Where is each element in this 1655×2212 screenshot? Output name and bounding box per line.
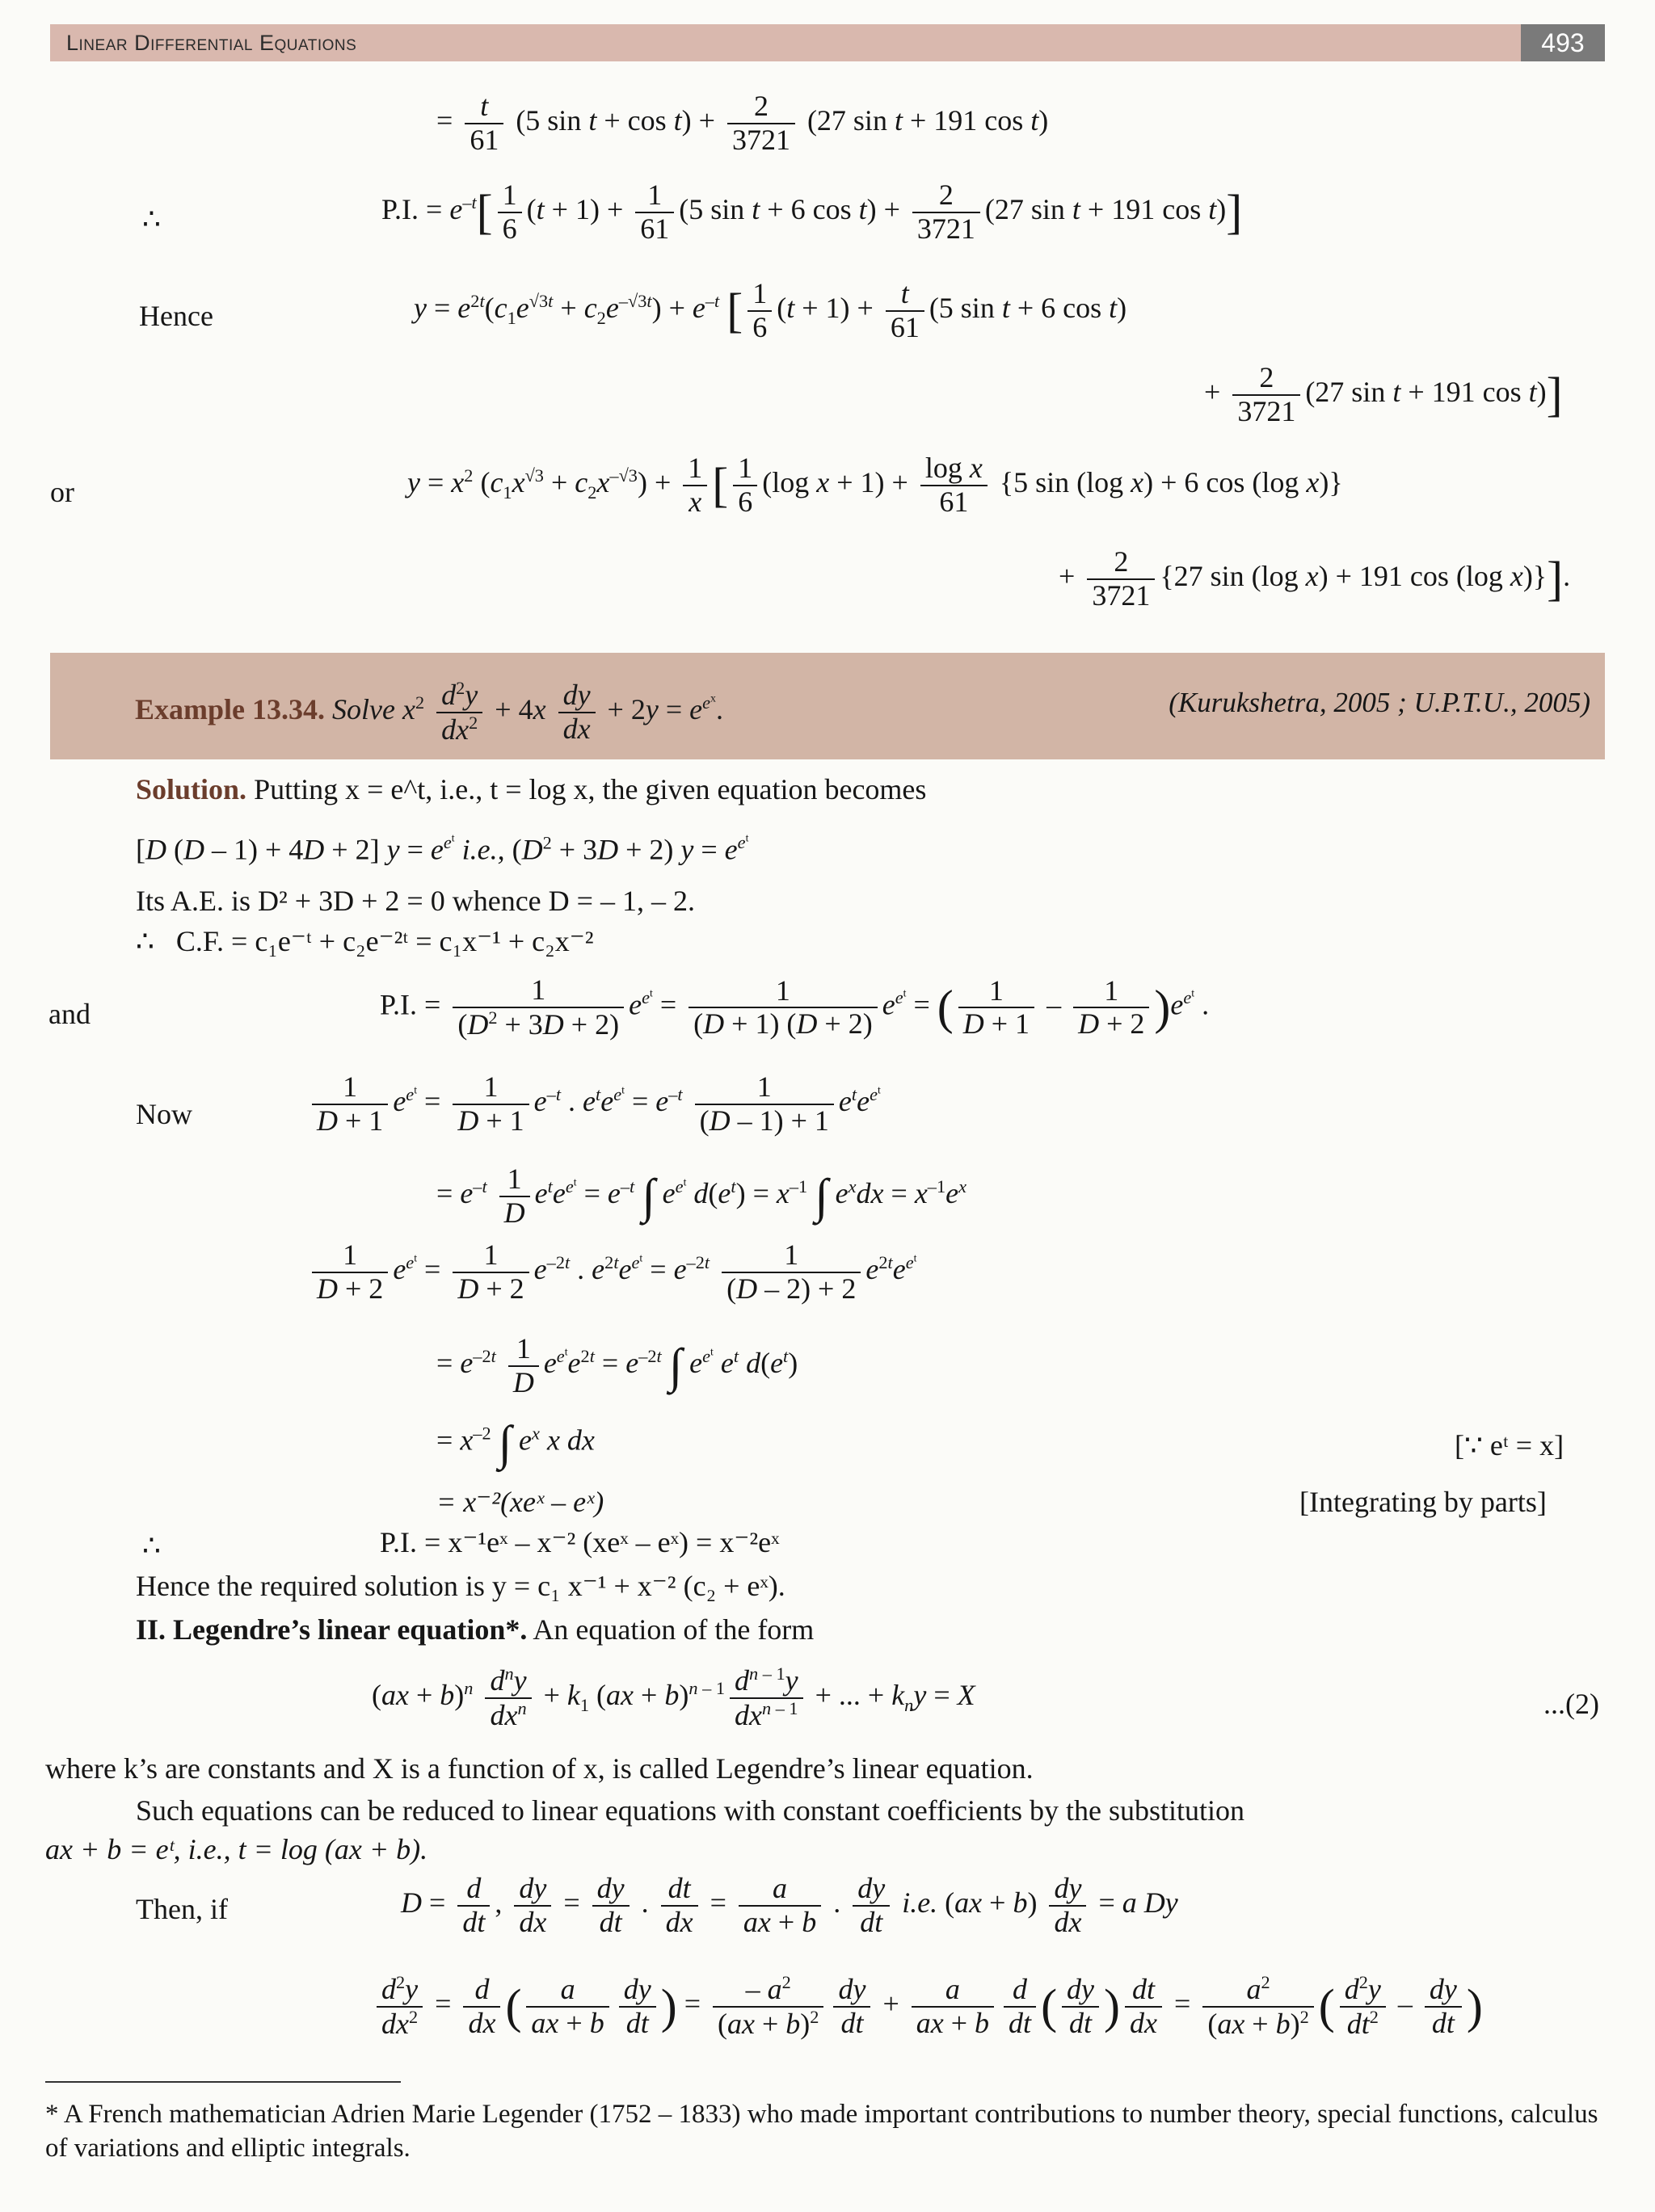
eq-d2-3: = $x^{-2}$ ∫ $e^x$ x dx — [436, 1416, 595, 1470]
now-word: Now — [136, 1098, 192, 1130]
example-statement: Example 13.34. Solve $x^2$ $\frac{d^2y}{dx^2}$ + 4x $\frac{dy}{dx}$ + $2y = e^{e^x}$. — [135, 678, 723, 746]
footnote: * A French mathematician Adrien Marie Legender (1752 – 1833) who made important contributions to number theory, special functions, calculus of variations and elliptic integrals. — [45, 2100, 1598, 2163]
legendre-heading-rest: An equation of the form — [533, 1613, 815, 1646]
eq-d2-4: = x⁻²(xeˣ – eˣ) — [436, 1486, 604, 1518]
eq-or-line: $y = x^2$ $(c_1x^{√3} + c_2x^{-√3})$ + $\frac{1}{x}$ [ $\frac{1}{6}$ (log x + 1) + $\frac{\text{log x}}{61}$ {5 sin (log x) + 6 cos (log x)} — [407, 452, 1343, 518]
such-line: Such equations can be reduced to linear equations with constant coefficients by the substitution — [136, 1794, 1244, 1827]
subst-line: ax + b = eᵗ, i.e., t = log (ax + b). — [45, 1833, 428, 1865]
then-if-word: Then, if — [136, 1893, 228, 1925]
required-solution-line: Hence the required solution is y = c₁ x⁻¹ + x⁻² (c₂ + eˣ). — [136, 1570, 785, 1602]
solution-line — [136, 772, 926, 806]
eq-or-cont: + $\frac{2}{3721}$ {27 sin (log x) + 191 cos (log x)}]. — [1059, 545, 1571, 612]
equation-number: ...(2) — [1543, 1688, 1599, 1720]
and-word: and — [48, 998, 91, 1030]
therefore-symbol-1: ∴ — [142, 203, 161, 235]
note-integrating-by-parts: [Integrating by parts] — [1299, 1486, 1547, 1518]
eq-pi-line: P.I. = $e^{-t}$[ $\frac{1}{6}$ (t + 1) + $\frac{1}{61}$ (5 sin t + 6 cos t) + $\frac{2}{3721}$ (27 sin t + 191 cos t)] — [381, 179, 1243, 245]
legendre-heading: II. Legendre’s linear equation*. — [136, 1613, 528, 1646]
example-label: Example 13.34. — [135, 692, 326, 725]
eq-then-if: D = $\frac{d}{dt}$ , $\frac{dy}{dx}$ = $\frac{dy}{dt}$ . $\frac{dt}{dx}$ = $\frac{a}{ax + b}$ . $\frac{dy}{dt}$ i.e. (ax + b) $\frac{dy}{dx}$ = a Dy — [401, 1872, 1178, 1938]
eq-d2-2: = $e^{-2t}$ $\frac{1}{D}$ $e^{e^t}e^{2t} = e^{-2t}$ ∫ $e^{e^t}$ $e^t$ $d(e^t)$ — [436, 1332, 798, 1398]
cf-text: C.F. = c₁e⁻ᵗ + c₂e⁻²ᵗ = c₁x⁻¹ + c₂x⁻² — [175, 925, 594, 957]
example-reference: (Kurukshetra, 2005 ; U.P.T.U., 2005) — [1169, 687, 1590, 718]
pi-final-line: P.I. = x⁻¹eˣ – x⁻² (xeˣ – eˣ) = x⁻²eˣ — [380, 1526, 780, 1558]
cf-line: ∴ C.F. = c₁e⁻ᵗ + c₂e⁻²ᵗ = c₁x⁻¹ + c₂x⁻² — [136, 925, 594, 957]
eq-now-line: $\frac{1}{D + 1}$ $e^{e^t}$ = $\frac{1}{D + 1}$ $e^{-t}$ . $e^te^{e^t} = e^{-t}$ $\frac{1}{(D - 1) + 1}$ $e^te^{e^t}$ — [307, 1071, 881, 1137]
note-et-equals-x: [∵ eᵗ = x] — [1455, 1429, 1564, 1461]
ae-line: Its A.E. is D² + 3D + 2 = 0 whence D = – 1, – 2. — [136, 885, 695, 917]
page-number: 493 — [1521, 24, 1605, 61]
solution-head: Solution. — [136, 773, 247, 805]
eq-legendre: (ax + b)$^n$ $\frac{d^ny}{dx^n}$ + $k_1$ (ax + b)$^{n - 1}$ $\frac{d^{n - 1}y}{dx^{n - 1}}$ + ... + $k_ny = X$ — [372, 1663, 975, 1731]
page-header — [50, 24, 1605, 61]
example-banner — [50, 653, 1605, 759]
example-solve-word: Solve — [332, 692, 395, 725]
where-line: where k’s are constants and X is a function of x, is called Legendre’s linear equation. — [45, 1752, 1034, 1785]
hence-word: Hence — [139, 300, 213, 332]
chapter-title: Linear Differential Equations — [66, 31, 357, 55]
eq-second-derivative: $\frac{d^2y}{dx^2}$ = $\frac{d}{dx}$ ( $\frac{a}{ax + b}$ $\frac{dy}{dt}$ ) = $\frac{- a^2}{(ax + b)^2}$ $\frac{dy}{dt}$ + $\frac{a}{ax + b}$ $\frac{d}{dt}$ ( $\frac{dy}{dt}$ ) $\frac{dt}{dx}$ = $\frac{a^2}{(ax + b)^2}$ ( $\frac{d^2y}{dt^2}$ – $\frac{dy}{dt}$ ) — [372, 1973, 1483, 2040]
eq-pi-and: P.I. = $\frac{1}{(D^2 + 3D + 2)}$ $e^{e^t}$ = $\frac{1}{(D + 1) (D + 2)}$ $e^{e^t}$ = ( $\frac{1}{D + 1}$ – $\frac{1}{D + 2}$ )$e^{e^t}$ . — [380, 974, 1210, 1041]
eq-line-1: = $\frac{t}{61}$ (5 sin t + cos t) + $\frac{2}{3721}$ (27 sin t + 191 cos t) — [436, 90, 1049, 156]
legendre-heading-line — [136, 1613, 814, 1646]
eq-d2-line: $\frac{1}{D + 2}$ $e^{e^t}$ = $\frac{1}{D + 2}$ $e^{-2t}$ . $e^{2t}e^{e^t} = e^{-2t}$ $\frac{1}{(D - 2) + 2}$ $e^{2t}e^{e^t}$ — [307, 1239, 916, 1305]
eq-operator-form: [D (D – 1) + 4D + 2] $y = e^{e^t}$ i.e., $(D^2 + 3D + 2) y = e^{e^t}$ — [136, 832, 749, 866]
therefore-symbol-2: ∴ — [142, 1529, 161, 1562]
solution-text: Putting x = e^t, i.e., t = log x, the given equation becomes — [254, 773, 927, 805]
eq-hence-line: $y = e^{2t}(c_1e^{√3t} + c_2e^{-√3t}) + e^{-t}$ [ $\frac{1}{6}$ (t + 1) + $\frac{t}{61}$ (5 sin t + 6 cos t) — [414, 277, 1127, 343]
eq-hence-cont: + $\frac{2}{3721}$ (27 sin t + 191 cos t)] — [1204, 361, 1563, 427]
or-word: or — [50, 476, 74, 508]
eq-now-2: = $e^{-t}$ $\frac{1}{D}$ $e^te^{e^t} = e^{-t}$ ∫ $e^{e^t}$ $d(e^t) = x^{-1}$ ∫ $e^xdx = x^{-1}e^x$ — [436, 1163, 966, 1229]
footnote-rule — [45, 2081, 401, 2083]
